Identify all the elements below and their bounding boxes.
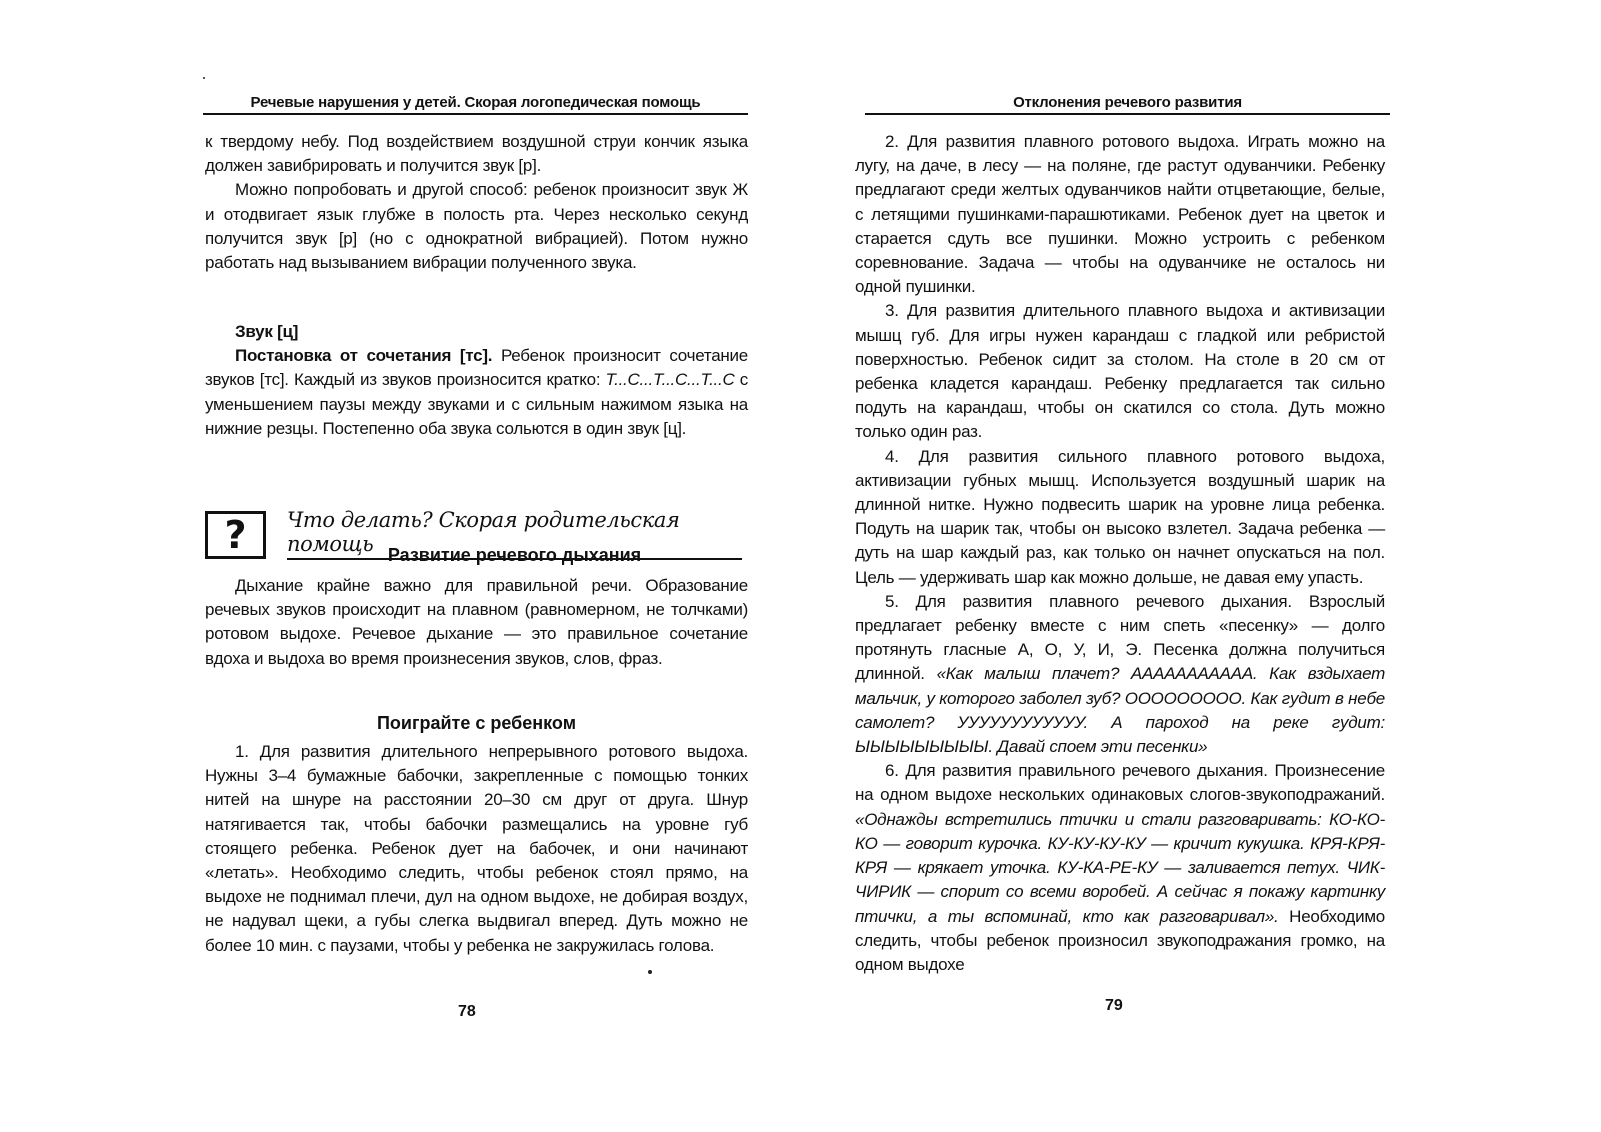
page-number: 78 [458,1003,476,1020]
question-mark-icon: ? [205,511,266,559]
item6-tail: Необходимо следить, чтобы ребенок произносил звукоподражания громко, на одном выдохе [855,906,1385,974]
paragraph: 2. Для развития плавного ротового выдоха. Играть можно на лугу, на даче, в лесу — на поляне, где растут одуванчики. Ребенку предлагают среди желтых одуванчиков найти отцветающие, белые, с летящими пушинками-парашютиками. Ребенок дует на цветок и старается сдуть все пушинки. Можно устроить с ребенком соревнование. Задача — чтобы на одуванчике не осталось ни одной пушинки. [855,132,1385,297]
paragraph: Дыхание крайне важно для правильной речи. Образование речевых звуков происходит на плавном (равномерном, не толчками) ротовом выдохе. Речевое дыхание — это правильное сочетание вдоха и выдоха во время произнесения звуков, слов, фраз. [205,576,748,668]
left-running-head: Речевые нарушения у детей. Скорая логопедическая помощь [203,94,748,115]
item6-italic: «Однажды встретились птички и стали разговаривать: КО-КО-КО — говорит курочка. КУ-КУ-КУ-КУ — кричит кукушка. КРЯ-КРЯ-КРЯ — крякает уточка. КУ-КА-РЕ-КУ — заливается петух. ЧИК-ЧИРИК — спорит со всеми воробей. А сейчас я покажу картинку птички, а ты вспоминай, кто как разговаривал». [855,809,1385,926]
paragraph: 1. Для развития длительного непрерывного ротового выдоха. Нужны 3–4 бумажные бабочки, закрепленные с помощью тонких нитей на шнуре на расстоянии 20–30 см друг от друга. Шнур натягивается так, чтобы бабочки размещались на уровне губ стоящего ребенка. Ребенок дует на бабочек, и они начинают «летать». Необходимо следить, чтобы ребенок стоял прямо, на выдохе не поднимал плечи, дул на одном выдохе, не добирая воздух, не надувал щеки, а губы слегка выдвигал вперед. Дуть можно не более 10 мин. с паузами, чтобы у ребенка не закружилась голова. [205,742,748,955]
scan-speck [203,77,205,79]
sound-italic: Т...С...Т...С...Т...С [605,370,735,390]
item6-plain: 6. Для развития правильного речевого дыхания. Произнесение на одном выдохе нескольких одинаковых слогов-звукоподражаний. [855,761,1385,805]
sound-lead: Постановка от сочетания [тс]. [235,346,493,366]
play-heading: Поиграйте с ребенком [376,713,577,733]
sound-heading: Звук [ц] [235,322,299,341]
paragraph: Можно попробовать и другой способ: ребенок произносит звук Ж и отодвигает язык глубже в полость рта. Через несколько секунд получится звук [р] (но с однократной вибрацией). Потом нужно работать над вызыванием вибрации полученного звука. [205,180,748,273]
page-number: 79 [1105,997,1123,1014]
item5-plain: 5. Для развития плавного речевого дыхания. Взрослый предлагает ребенку вместе с ним спеть «песенку» — долго протянуть гласные А, О, У, И, Э. Песенка должна получиться длинной. [855,591,1385,684]
right-page [800,0,1601,1132]
paragraph: 3. Для развития длительного плавного выдоха и активизации мышц губ. Для игры нужен карандаш с гладкой или ребристой поверхностью. Ребенок сидит за столом. На столе в 20 см от ребенка кладется карандаш. Ребенку предлагается так сильно подуть на карандаш, чтобы он скатился со стола. Дуть можно только один раз. [855,301,1385,442]
section-subtitle: Развитие речевого дыхания [387,545,642,565]
right-running-head: Отклонения речевого развития [865,94,1390,115]
sound-ts-section [205,320,748,441]
right-text [855,130,1385,977]
left-page [0,0,800,1132]
paragraph [205,344,748,441]
item5-italic: «Как малыш плачет? ААААААААААА. Как вздыхает мальчик, у которого заболел зуб? ООООООООО. Как гудит в небе самолет? УУУУУУУУУУУУ. А пароход на реке гудит: ЫЫЫЫЫЫЫЫЫ. Давай споем эти песенки» [855,664,1385,757]
sound-text-2: с уменьшением паузы между звуками и с сильным нажимом языка на нижние резцы. Постепенно оба звука сольются в один звук [ц]. [205,370,748,438]
paragraph: к твердому небу. Под воздействием воздушной струи кончик языка должен завибрировать и получится звук [р]. [205,132,748,176]
paragraph [855,590,1385,759]
section-title: Что делать? Скорая родительская помощь [287,508,742,560]
play-text [205,740,748,958]
left-top-text [205,130,748,275]
scan-speck [648,970,652,974]
paragraph: 4. Для развития сильного плавного ротового выдоха, активизации губных мышц. Используется воздушный шарик на длинной нитке. Нужно подвесить шарик на уровне лица ребенка. Подуть на шарик так, чтобы он высоко взлетел. Задача ребенка — дуть на шар каждый раз, как только он начнет опускаться на пол. Цель — удерживать шар как можно дольше, не давая ему упасть. [855,446,1385,587]
paragraph [855,759,1385,977]
sound-text-1: Ребенок произносит сочетание звуков [тс]. Каждый из звуков произносится кратко: [205,346,749,390]
section-text [205,574,748,671]
